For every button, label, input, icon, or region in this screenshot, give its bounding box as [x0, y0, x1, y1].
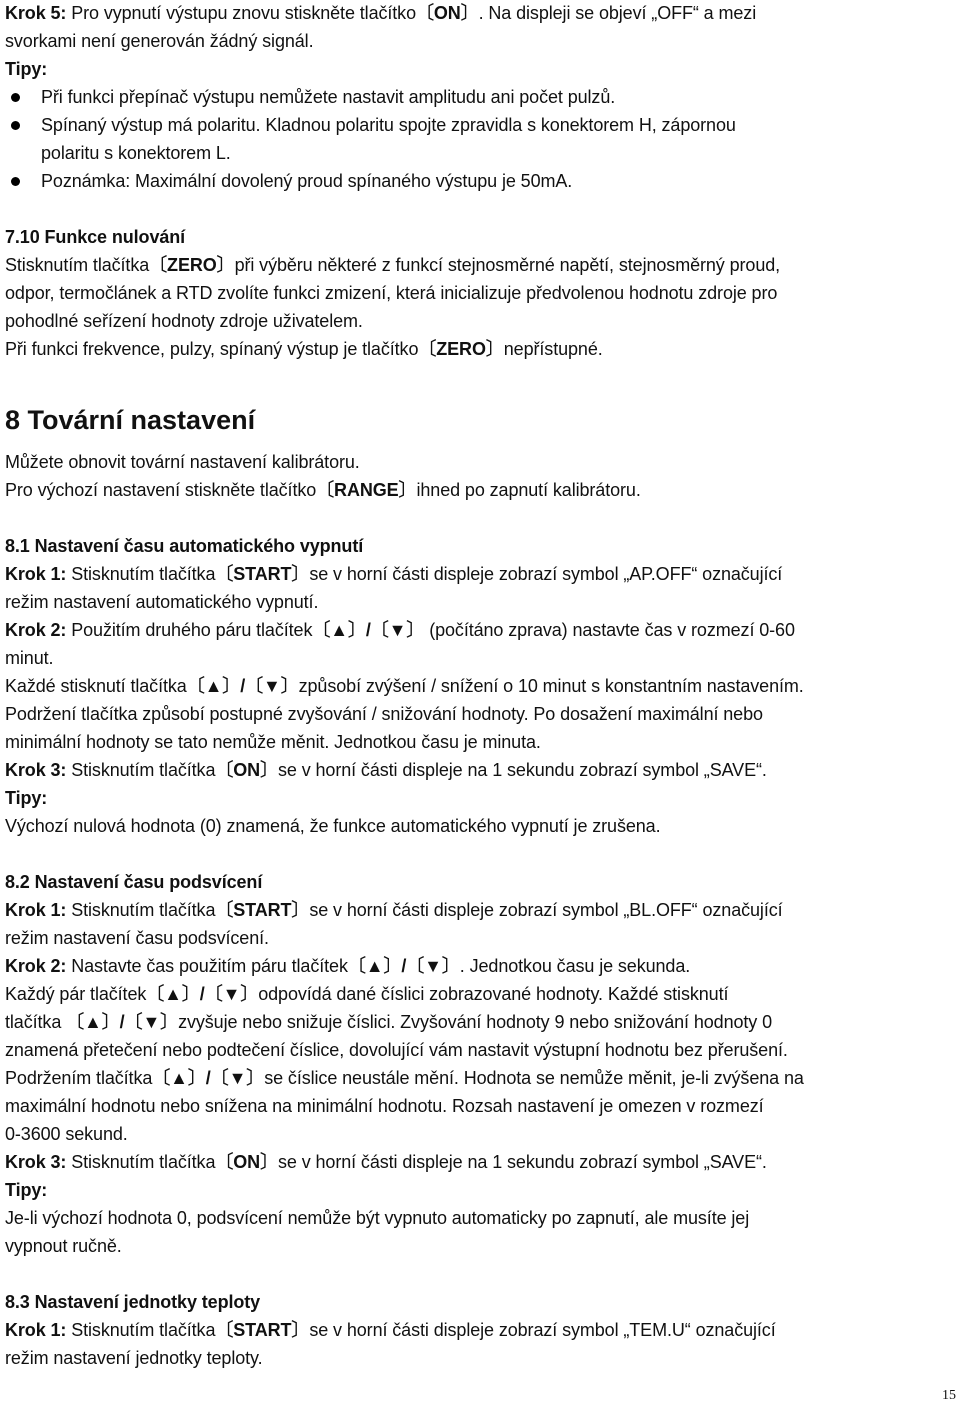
text-line — [5, 1319, 776, 1341]
bold-text: 〔ON〕 — [215, 1152, 278, 1172]
text-line — [5, 731, 541, 753]
text-line — [5, 871, 262, 893]
text-segment: . Jednotkou času je sekunda. — [459, 956, 691, 976]
text-line — [5, 815, 661, 837]
bold-text: Krok 3: — [5, 1152, 72, 1172]
text-segment: 0-3600 sekund. — [5, 1124, 128, 1144]
text-segment: se v horní části displeje zobrazí symbol „AP.OFF“ označující — [309, 564, 783, 584]
text-segment: Je-li výchozí hodnota 0, podsvícení nemůže být vypnuto automaticky po zapnutí, ale musíte jej — [5, 1208, 750, 1228]
text-line — [5, 1179, 47, 1201]
bold-text: 〔▲〕/〔▼〕 — [347, 956, 460, 976]
text-line — [5, 310, 363, 332]
bold-text: 8.1 Nastavení času automatického vypnutí — [5, 536, 364, 556]
bold-text: 〔START〕 — [215, 900, 310, 920]
text-segment: Pro vypnutí výstupu znovu stiskněte tlačítko — [71, 3, 416, 23]
text-line — [5, 1123, 128, 1145]
text-segment: znamená přetečení nebo podtečení číslice, dovolující vám nastavit výstupní hodnotu bez přerušení. — [5, 1040, 788, 1060]
text-segment: Stisknutím tlačítka — [71, 900, 216, 920]
bullet-icon — [11, 121, 20, 130]
text-segment: svorkami není generován žádný signál. — [5, 31, 314, 51]
text-line — [5, 1291, 260, 1313]
text-segment: nepřístupné. — [503, 339, 603, 359]
text-segment: Poznámka: Maximální dovolený proud spínaného výstupu je 50mA. — [41, 171, 573, 191]
text-segment: Podržení tlačítka způsobí postupné zvyšování / snižování hodnoty. Po dosažení maximální nebo — [5, 704, 763, 724]
bold-text: 〔ON〕 — [416, 3, 479, 23]
bold-text: Tipy: — [5, 59, 48, 79]
bold-text: Krok 5: — [5, 3, 72, 23]
text-segment: minut. — [5, 648, 54, 668]
text-line — [5, 479, 641, 501]
text-line — [5, 254, 780, 276]
bullet-icon — [11, 93, 20, 102]
text-segment: se číslice neustále mění. Hodnota se nemůže měnit, je-li zvýšena na — [264, 1068, 804, 1088]
text-line — [5, 30, 313, 52]
bold-text: Tipy: — [5, 788, 48, 808]
bold-text: Krok 1: — [5, 564, 72, 584]
text-line — [41, 142, 231, 164]
text-segment: Nastavte čas použitím páru tlačítek — [71, 956, 348, 976]
bold-text: 〔▲〕/〔▼〕 — [312, 620, 425, 640]
text-line — [5, 927, 269, 949]
bold-text: 〔START〕 — [215, 1320, 310, 1340]
text-segment: se v horní části displeje zobrazí symbol „TEM.U“ označující — [309, 1320, 776, 1340]
bold-text: 〔ON〕 — [215, 760, 278, 780]
text-segment: se v horní části displeje zobrazí symbol „BL.OFF“ označující — [309, 900, 783, 920]
text-line — [5, 619, 795, 641]
text-line — [5, 647, 53, 669]
text-segment: se v horní části displeje na 1 sekundu zobrazí symbol „SAVE“. — [277, 1152, 767, 1172]
section-heading: 8 Tovární nastavení — [5, 405, 256, 435]
bold-text: 8.2 Nastavení času podsvícení — [5, 872, 263, 892]
text-segment: odpor, termočlánek a RTD zvolíte funkci zmizení, která inicializuje předvolenou hodnotu zdroje pro — [5, 283, 778, 303]
text-segment: Stisknutím tlačítka — [5, 255, 150, 275]
text-line — [5, 899, 783, 921]
text-line — [5, 703, 763, 725]
bold-text: 〔▲〕/〔▼〕 — [152, 1068, 265, 1088]
text-segment: vypnout ručně. — [5, 1236, 122, 1256]
text-line — [5, 563, 782, 585]
text-segment: Každé stisknutí tlačítka — [5, 676, 187, 696]
text-segment: Výchozí nulová hodnota (0) znamená, že funkce automatického vypnutí je zrušena. — [5, 816, 661, 836]
text-segment: (počítáno zprava) nastavte čas v rozmezí 0-60 — [424, 620, 795, 640]
text-segment: tlačítka — [5, 1012, 67, 1032]
text-segment: Spínaný výstup má polaritu. Kladnou polaritu spojte zpravidla s konektorem H, zápornou — [41, 115, 736, 135]
text-segment: zvyšuje nebo snižuje číslici. Zvyšování hodnoty 9 nebo snižování hodnoty 0 — [178, 1012, 773, 1032]
text-line — [5, 1095, 764, 1117]
text-segment: odpovídá dané číslici zobrazované hodnoty. Každé stisknutí — [258, 984, 729, 1004]
bold-text: 〔START〕 — [215, 564, 310, 584]
bold-text: Tipy: — [5, 1180, 48, 1200]
page-number: 15 — [942, 1388, 956, 1403]
text-line — [5, 226, 185, 248]
text-line — [41, 86, 615, 108]
text-line — [5, 2, 756, 24]
text-segment: ihned po zapnutí kalibrátoru. — [416, 480, 641, 500]
text-segment: Při funkci přepínač výstupu nemůžete nastavit amplitudu ani počet pulzů. — [41, 87, 616, 107]
text-line — [5, 338, 603, 360]
text-segment: se v horní části displeje na 1 sekundu zobrazí symbol „SAVE“. — [277, 760, 767, 780]
text-segment: Stisknutím tlačítka — [71, 760, 216, 780]
text-line — [5, 983, 728, 1005]
text-segment: způsobí zvýšení / snížení o 10 minut s konstantním nastavením. — [298, 676, 804, 696]
text-line — [5, 787, 47, 809]
text-line — [5, 1347, 263, 1369]
text-line — [5, 759, 767, 781]
text-line — [5, 955, 690, 977]
text-segment: Každý pár tlačítek — [5, 984, 147, 1004]
bold-text: 〔▲〕/〔▼〕 — [186, 676, 299, 696]
text-segment: . Na displeji se objeví „OFF“ a mezi — [478, 3, 757, 23]
text-segment: při výběru některé z funkcí stejnosměrné napětí, stejnosměrný proud, — [234, 255, 781, 275]
bold-text: 8.3 Nastavení jednotky teploty — [5, 1292, 261, 1312]
text-segment: Stisknutím tlačítka — [71, 1152, 216, 1172]
text-segment: pohodlné seřízení hodnoty zdroje uživatelem. — [5, 311, 363, 331]
bullet-icon — [11, 177, 20, 186]
text-line — [5, 591, 318, 613]
text-segment: Při funkci frekvence, pulzy, spínaný výstup je tlačítko — [5, 339, 419, 359]
text-segment: režim nastavení automatického vypnutí. — [5, 592, 319, 612]
text-line — [5, 451, 360, 473]
text-segment: maximální hodnotu nebo snížena na minimální hodnotu. Rozsah nastavení je omezen v rozmezí — [5, 1096, 764, 1116]
text-segment: Stisknutím tlačítka — [71, 1320, 216, 1340]
bold-text: Krok 1: — [5, 1320, 72, 1340]
text-segment: Stisknutím tlačítka — [71, 564, 216, 584]
text-line — [5, 1207, 749, 1229]
text-line — [5, 1039, 788, 1061]
text-segment: Pro výchozí nastavení stiskněte tlačítko — [5, 480, 317, 500]
bold-text: Krok 2: — [5, 620, 72, 640]
text-line — [41, 170, 572, 192]
bold-text: 〔▲〕/〔▼〕 — [66, 1012, 179, 1032]
text-segment: Použitím druhého páru tlačítek — [71, 620, 313, 640]
bold-text: 〔RANGE〕 — [316, 480, 417, 500]
text-segment: minimální hodnoty se tato nemůže měnit. Jednotkou času je minuta. — [5, 732, 541, 752]
text-segment: režim nastavení jednotky teploty. — [5, 1348, 263, 1368]
text-line — [5, 675, 804, 697]
text-line — [5, 1151, 767, 1173]
bold-text: 〔▲〕/〔▼〕 — [146, 984, 259, 1004]
bold-text: Krok 1: — [5, 900, 72, 920]
bold-text: 〔ZERO〕 — [418, 339, 504, 359]
text-segment: režim nastavení času podsvícení. — [5, 928, 269, 948]
text-line — [5, 535, 363, 557]
bold-text: Krok 3: — [5, 760, 72, 780]
text-line — [5, 1235, 122, 1257]
text-line — [5, 1011, 772, 1033]
text-line — [5, 58, 47, 80]
text-segment: polaritu s konektorem L. — [41, 143, 231, 163]
bold-text: 7.10 Funkce nulování — [5, 227, 186, 247]
text-segment: Podržením tlačítka — [5, 1068, 153, 1088]
bold-text: Krok 2: — [5, 956, 72, 976]
text-segment: Můžete obnovit tovární nastavení kalibrátoru. — [5, 452, 360, 472]
bold-text: 〔ZERO〕 — [149, 255, 235, 275]
text-line — [5, 282, 777, 304]
text-line — [5, 1067, 804, 1089]
text-line — [41, 114, 736, 136]
